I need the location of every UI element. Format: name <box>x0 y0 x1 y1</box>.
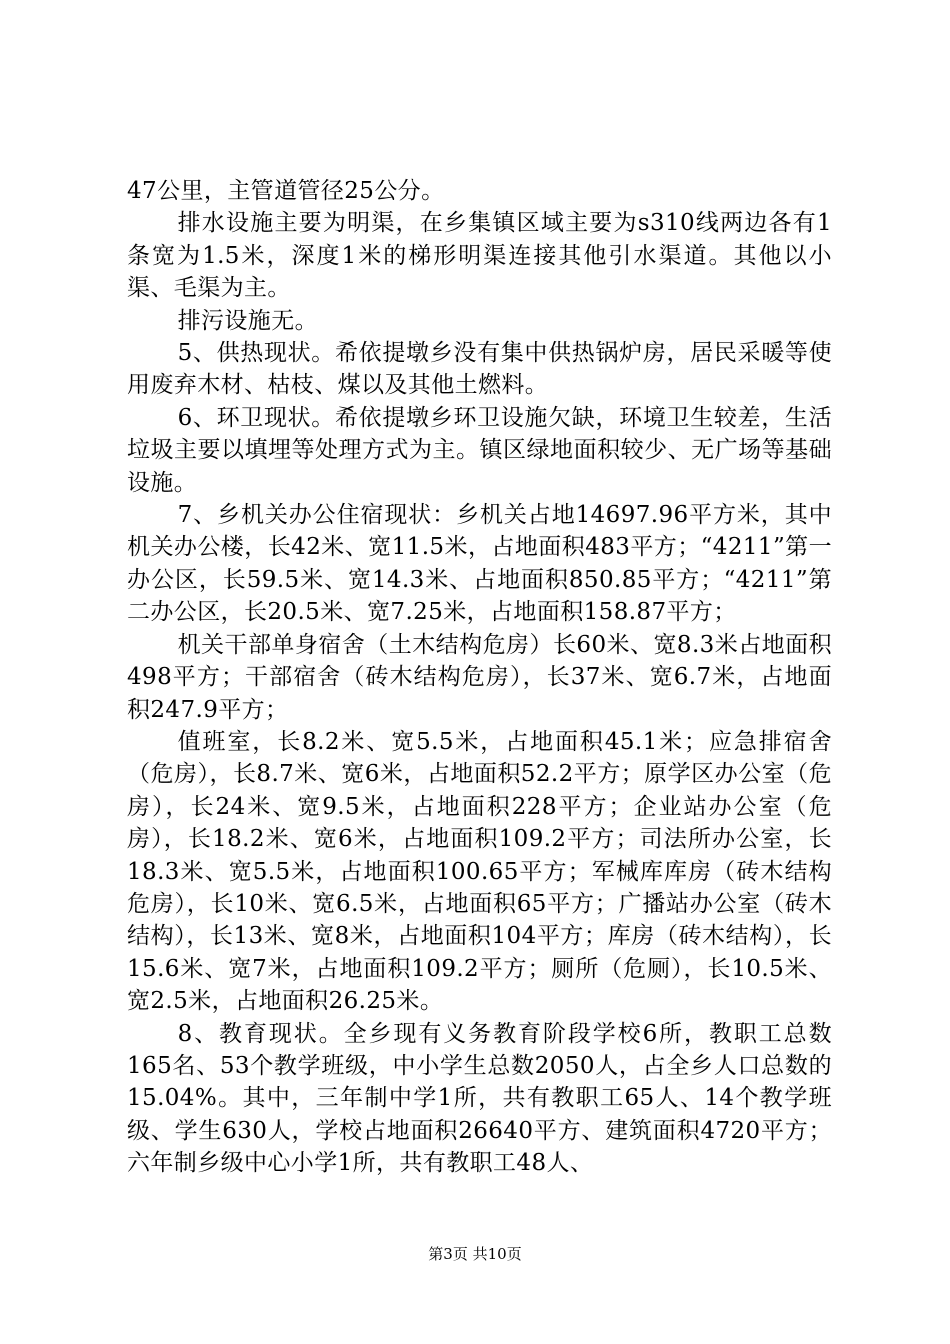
paragraph-2: 排水设施主要为明渠，在乡集镇区域主要为s310线两边各有1条宽为1.5米，深度1米的梯形明渠连接其他引水渠道。其他以小渠、毛渠为主。 <box>127 210 832 302</box>
paragraph-4: 5、供热现状。希依提墩乡没有集中供热锅炉房，居民采暖等使用废弃木材、枯枝、煤以及其他土燃料。 <box>127 340 832 399</box>
paragraph-9: 8、教育现状。全乡现有义务教育阶段学校6所，教职工总数165名、53个教学班级，中小学生总数2050人，占全乡人口总数的15.04%。其中，三年制中学1所，共有教职工65人、14个教学班级、学生630人，学校占地面积26640平方、建筑面积4720平方；六年制乡级中心小学1所，共有教职工48人、 <box>127 1020 832 1177</box>
paragraph-1: 47公里，主管道管径25公分。 <box>127 178 445 204</box>
document-body <box>127 175 832 1180</box>
paragraph-8: 值班室，长8.2米、宽5.5米，占地面积45.1米；应急排宿舍（危房），长8.7米、宽6米，占地面积52.2平方；原学区办公室（危房），长24米、宽9.5米，占地面积228平方；企业站办公室（危房），长18.2米、宽6米，占地面积109.2平方；司法所办公室，长18.3米、宽5.5米，占地面积100.65平方；军械库库房（砖木结构危房），长10米、宽6.5米，占地面积65平方；广播站办公室（砖木结构），长13米、宽8米，占地面积104平方；库房（砖木结构），长15.6米、宽7米，占地面积109.2平方；厕所（危厕），长10.5米、宽2.5米，占地面积26.25米。 <box>127 728 832 1015</box>
paragraph-3: 排污设施无。 <box>177 307 318 334</box>
paragraph-6: 7、乡机关办公住宿现状：乡机关占地14697.96平方米，其中机关办公楼，长42米、宽11.5米，占地面积483平方；“4211”第一办公区，长59.5米、宽14.3米、占地面积850.85平方；“4211”第二办公区，长20.5米、宽7.25米，占地面积158.87平方； <box>127 502 832 626</box>
paragraph-5: 6、环卫现状。希依提墩乡环卫设施欠缺，环境卫生较差，生活垃圾主要以填埋等处理方式为主。镇区绿地面积较少、无广场等基础设施。 <box>127 404 832 496</box>
page-footer: 第3页 共10页 <box>428 1245 522 1263</box>
paragraph-7: 机关干部单身宿舍（土木结构危房）长60米、宽8.3米占地面积498平方；干部宿舍（砖木结构危房），长37米、宽6.7米，占地面积247.9平方； <box>127 631 832 723</box>
